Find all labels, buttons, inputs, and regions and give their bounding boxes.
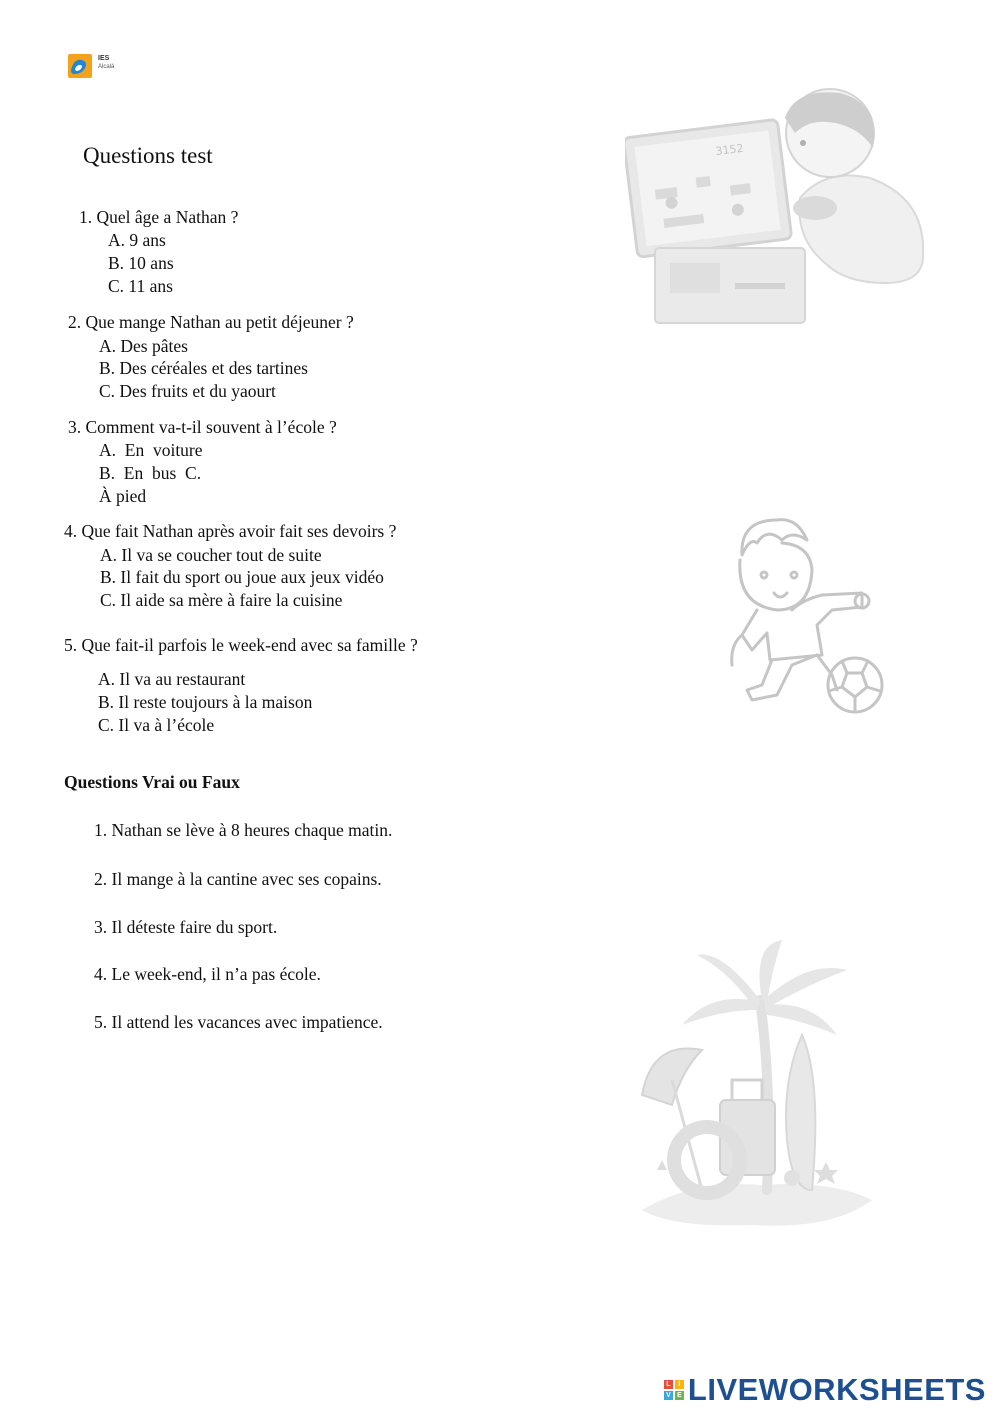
question-5-option-b: B. Il reste toujours à la maison [98,692,313,712]
question-1: 1. Quel âge a Nathan ? [79,207,239,227]
liveworksheets-wordmark: LIVEWORKSHEETS [687,1372,986,1407]
school-logo [68,54,128,82]
page-title: Questions test [83,143,213,168]
question-2-option-b: B. Des céréales et des tartines [99,358,308,378]
true-false-item-5: 5. Il attend les vacances avec impatience. [94,1012,383,1032]
question-3: 3. Comment va-t-il souvent à l’école ? [68,417,337,437]
school-logo-icon [68,54,96,82]
gaming-boy-illustration [625,88,930,328]
football-boy-illustration [722,515,887,720]
question-2: 2. Que mange Nathan au petit déjeuner ? [68,312,354,332]
brand-mark-i: I [675,1380,684,1389]
true-false-item-1: 1. Nathan se lève à 8 heures chaque matin. [94,820,393,840]
true-false-item-2: 2. Il mange à la cantine avec ses copains. [94,869,382,889]
question-1-option-b: B. 10 ans [108,253,174,273]
question-5-option-c: C. Il va à l’école [98,715,215,735]
question-4-option-c: C. Il aide sa mère à faire la cuisine [100,590,343,610]
question-3-option-b: B. En bus C. [99,463,202,483]
question-3-option-c: À pied [99,486,147,506]
question-2-option-c: C. Des fruits et du yaourt [99,381,276,401]
question-5: 5. Que fait-il parfois le week-end avec sa famille ? [64,635,418,655]
question-3-option-a: A. En voiture [99,440,203,460]
beach-illustration [632,940,882,1230]
question-1-option-c: C. 11 ans [108,276,173,296]
brand-mark-v: V [664,1391,673,1400]
question-2-option-a: A. Des pâtes [99,336,188,356]
screen-score: 3152 [714,141,745,158]
true-false-item-3: 3. Il déteste faire du sport. [94,917,278,937]
liveworksheets-brand [664,1373,986,1407]
true-false-item-4: 4. Le week-end, il n’a pas école. [94,964,321,984]
liveworksheets-logo-icon [664,1380,684,1400]
question-5-option-a: A. Il va au restaurant [98,669,246,689]
true-false-title: Questions Vrai ou Faux [64,772,240,792]
question-4: 4. Que fait Nathan après avoir fait ses devoirs ? [64,521,397,541]
question-4-option-a: A. Il va se coucher tout de suite [100,545,322,565]
brand-mark-e: E [675,1391,684,1400]
brand-mark-l: L [664,1380,673,1389]
question-4-option-b: B. Il fait du sport ou joue aux jeux vidéo [100,567,384,587]
question-1-option-a: A. 9 ans [108,230,166,250]
logo-subtitle: Alcalá [98,64,115,70]
logo-word: IES [98,55,110,62]
